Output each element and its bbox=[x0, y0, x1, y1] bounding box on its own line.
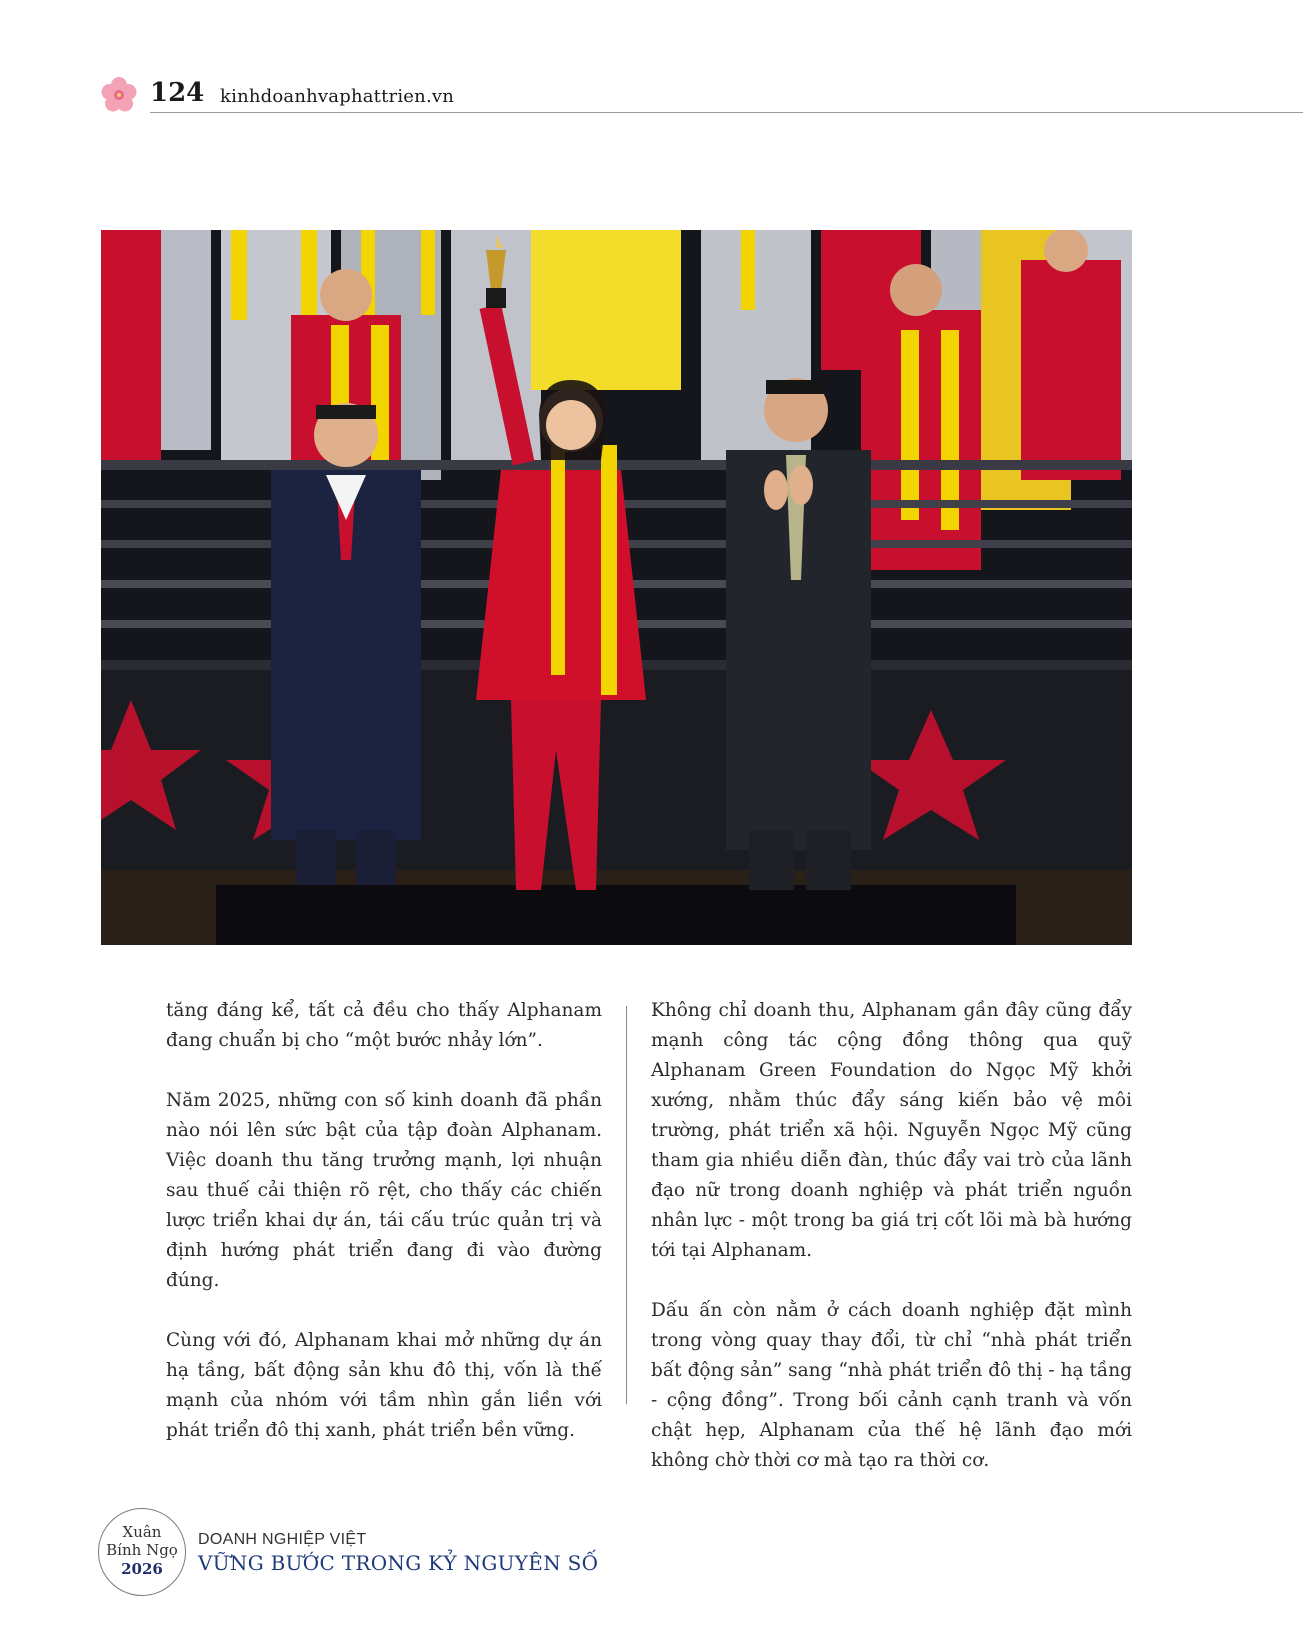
article-column-left bbox=[166, 996, 602, 1476]
cherry-blossom-icon bbox=[100, 76, 138, 114]
year-seal bbox=[98, 1508, 186, 1596]
paragraph: tăng đáng kể, tất cả đều cho thấy Alphanam đang chuẩn bị cho “một bước nhảy lớn”. bbox=[166, 1000, 602, 1051]
column-divider bbox=[626, 1006, 627, 1404]
header-divider bbox=[150, 112, 1303, 113]
site-url: kinhdoanhvaphattrien.vn bbox=[220, 86, 455, 107]
page-number: 124 bbox=[150, 78, 205, 108]
seal-line-1: Xuân bbox=[122, 1523, 162, 1541]
article-column-right bbox=[651, 996, 1132, 1506]
footer-title: VỮNG BƯỚC TRONG KỶ NGUYÊN SỐ bbox=[198, 1551, 599, 1575]
paragraph: Cùng với đó, Alphanam khai mở những dự án hạ tầng, bất động sản khu đô thị, vốn là thế mạnh của nhóm với tầm nhìn gắn liền với phát triển đô thị xanh, phát triển bền vững. bbox=[166, 1330, 602, 1441]
paragraph: Không chỉ doanh thu, Alphanam gần đây cũng đẩy mạnh công tác cộng đồng thông qua quỹ Alphanam Green Foundation do Ngọc Mỹ khởi xướng, nhằm thúc đẩy sáng kiến bảo vệ môi trường, phát triển xã hội. Nguyễn Ngọc Mỹ cũng tham gia nhiều diễn đàn, thúc đẩy vai trò của lãnh đạo nữ trong doanh nghiệp và phát triển nguồn nhân lực - một trong ba giá trị cốt lõi mà bà hướng tới tại Alphanam. bbox=[651, 1000, 1132, 1261]
paragraph: Dấu ấn còn nằm ở cách doanh nghiệp đặt mình trong vòng quay thay đổi, từ chỉ “nhà phát triển bất động sản” sang “nhà phát triển đô thị - hạ tầng - cộng đồng”. Trong bối cảnh cạnh tranh và vốn chật hẹp, Alphanam của thế hệ lãnh đạo mới không chờ thời cơ mà tạo ra thời cơ. bbox=[651, 1300, 1132, 1471]
award-ceremony-photo bbox=[101, 230, 1132, 945]
footer-kicker: DOANH NGHIỆP VIỆT bbox=[198, 1531, 367, 1548]
seal-line-2: Bính Ngọ bbox=[106, 1541, 178, 1559]
seal-year: 2026 bbox=[121, 1560, 163, 1578]
paragraph: Năm 2025, những con số kinh doanh đã phần nào nói lên sức bật của tập đoàn Alphanam. Việc doanh thu tăng trưởng mạnh, lợi nhuận sau thuế cải thiện rõ rệt, cho thấy các chiến lược triển khai dự án, tái cấu trúc quản trị và định hướng phát triển đang đi vào đường đúng. bbox=[166, 1090, 602, 1291]
